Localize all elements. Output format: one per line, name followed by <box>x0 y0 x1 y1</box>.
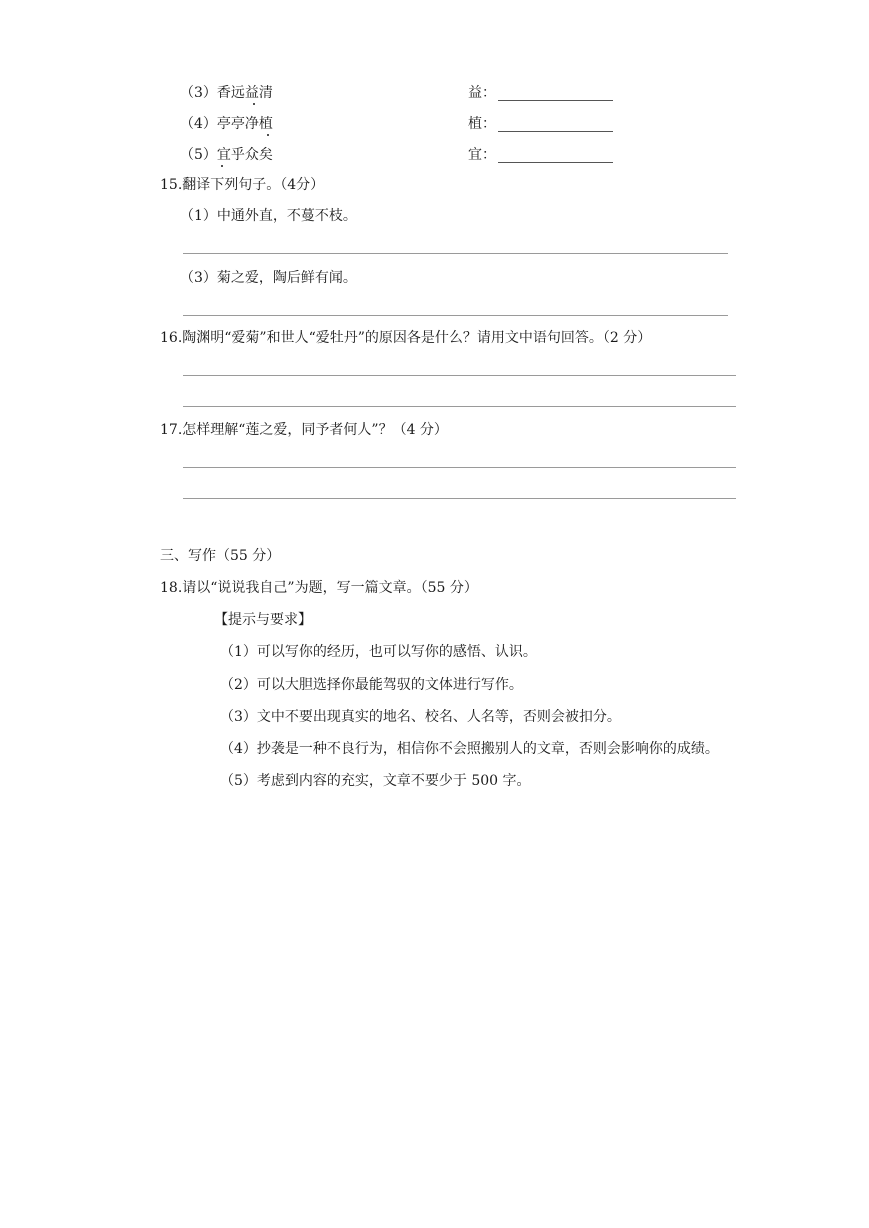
hint-item-4: （4）抄袭是一种不良行为，相信你不会照搬别人的文章，否则会影响你的成绩。 <box>220 741 719 757</box>
answer-line[interactable] <box>183 375 736 376</box>
hint-item-3: （3）文中不要出现真实的地名、校名、人名等，否则会被扣分。 <box>220 709 621 725</box>
question-17-title: 17.怎样理解“莲之爱，同予者何人”？（4 分） <box>160 422 448 438</box>
question-15-item-3: （3）菊之爱，陶后鲜有闻。 <box>180 270 357 286</box>
answer-line[interactable] <box>183 406 736 407</box>
answer-line[interactable] <box>183 315 728 316</box>
answer-blank[interactable] <box>498 100 613 101</box>
emphasis-dot <box>267 134 269 136</box>
answer-line[interactable] <box>183 498 736 499</box>
emphasis-dot <box>221 165 223 167</box>
answer-blank[interactable] <box>498 162 613 163</box>
vocab-key-label-3: 益： <box>468 85 496 101</box>
vocab-item-4: （4）亭亭净植 <box>180 116 273 132</box>
section-3-title: 三、写作（55 分） <box>160 548 281 564</box>
answer-line[interactable] <box>183 467 736 468</box>
answer-blank[interactable] <box>498 131 613 132</box>
emphasis-dot <box>253 103 255 105</box>
vocab-item-5: （5）宜乎众矣 <box>180 147 273 163</box>
vocab-key-label-4: 植： <box>468 116 496 132</box>
question-15-title: 15.翻译下列句子。（4分） <box>160 177 325 193</box>
vocab-item-3: （3）香远益清 <box>180 85 273 101</box>
hint-title: 【提示与要求】 <box>214 612 312 628</box>
vocab-key-label-5: 宜： <box>468 147 496 163</box>
hint-item-5: （5）考虑到内容的充实，文章不要少于 500 字。 <box>220 773 531 789</box>
hint-item-1: （1）可以写你的经历，也可以写你的感悟、认识。 <box>220 644 537 660</box>
question-16-title: 16.陶渊明“爱菊”和世人“爱牡丹”的原因各是什么？请用文中语句回答。（2 分） <box>160 330 652 346</box>
question-18-title: 18.请以“说说我自己”为题，写一篇文章。（55 分） <box>160 580 478 596</box>
hint-item-2: （2）可以大胆选择你最能驾驭的文体进行写作。 <box>220 677 523 693</box>
answer-line[interactable] <box>183 253 728 254</box>
question-15-item-1: （1）中通外直，不蔓不枝。 <box>180 208 357 224</box>
